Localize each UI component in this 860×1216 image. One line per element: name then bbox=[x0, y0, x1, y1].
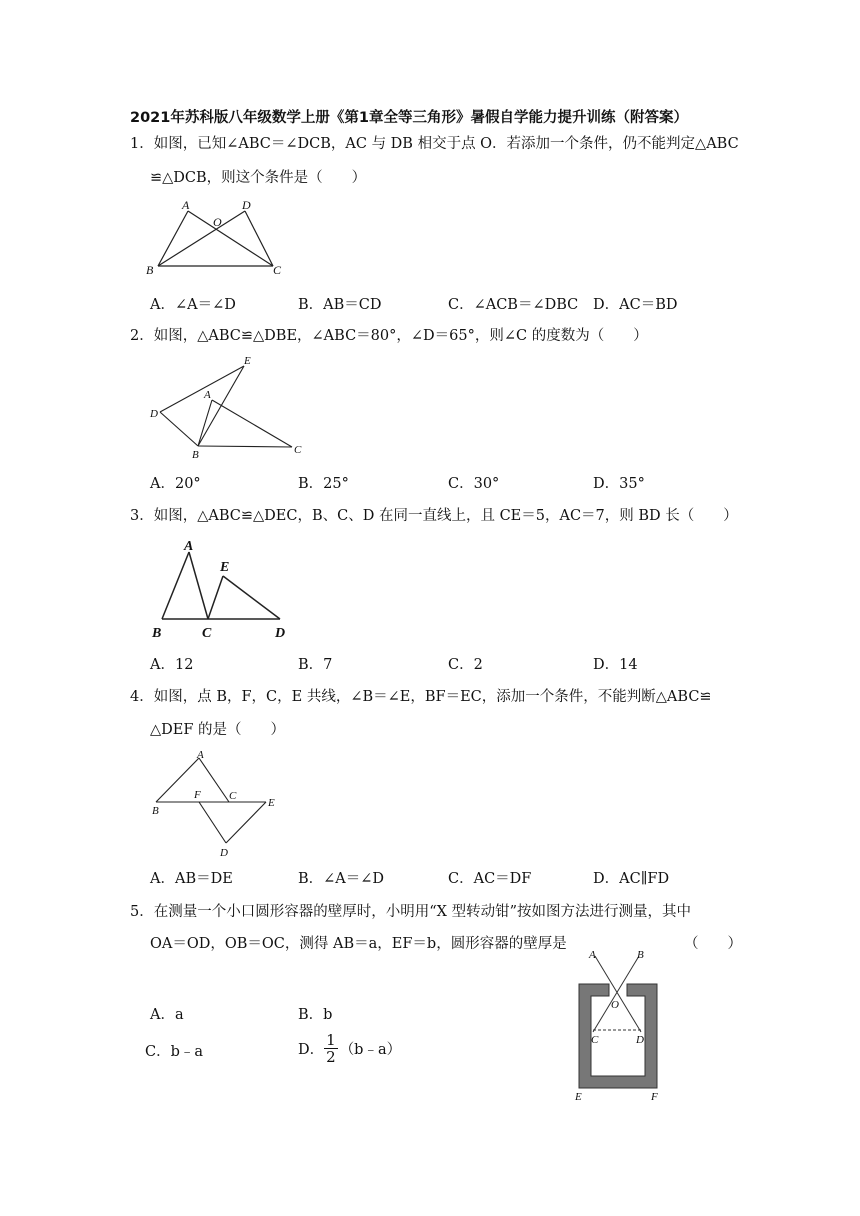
q4-label-e: E bbox=[268, 797, 275, 809]
q5-option-b: B．b bbox=[298, 1007, 333, 1023]
q1-option-c: C．∠ACB＝∠DBC bbox=[448, 297, 579, 313]
q4-label-f: F bbox=[194, 789, 201, 801]
q4-label-d: D bbox=[220, 847, 228, 859]
page-title: 2021年苏科版八年级数学上册《第1章全等三角形》暑假自学能力提升训练（附答案） bbox=[130, 110, 688, 126]
q2-option-d: D．35° bbox=[593, 476, 645, 492]
q5-answer-bracket: （ ） bbox=[684, 936, 742, 952]
q4-label-a: A bbox=[197, 749, 204, 761]
q4-option-d: D．AC∥FD bbox=[593, 871, 670, 887]
q4-option-c: C．AC＝DF bbox=[448, 871, 532, 887]
q1-label-a: A bbox=[182, 198, 190, 212]
q4-text-line1: 4．如图，点 B，F，C，E 共线，∠B＝∠E，BF＝EC，添加一个条件，不能判断△ABC≌ bbox=[130, 689, 712, 705]
q2-option-c: C．30° bbox=[448, 476, 500, 492]
q2-option-b: B．25° bbox=[298, 476, 349, 492]
q3-option-b: B．7 bbox=[298, 657, 333, 673]
q5-option-d bbox=[298, 1032, 401, 1065]
q5-label-b: B bbox=[637, 949, 644, 961]
q5-text-line2: OA＝OD，OB＝OC，测得 AB＝a，EF＝b，圆形容器的壁厚是 bbox=[150, 936, 567, 952]
q5-option-d-denominator: 2 bbox=[326, 1048, 336, 1066]
q4-option-a: A．AB＝DE bbox=[150, 871, 233, 887]
q1-label-c: C bbox=[273, 263, 282, 277]
q5-option-d-fraction bbox=[324, 1032, 338, 1065]
q1-option-a: A．∠A＝∠D bbox=[150, 297, 236, 313]
q5-option-d-numerator: 1 bbox=[326, 1031, 336, 1049]
q5-label-f: F bbox=[651, 1091, 658, 1103]
q2-option-a: A．20° bbox=[150, 476, 201, 492]
q1-label-d: D bbox=[242, 198, 251, 212]
q5-option-c: C．b﹣a bbox=[145, 1044, 204, 1060]
q4-figure bbox=[144, 746, 294, 861]
q2-label-b: B bbox=[192, 449, 199, 461]
q1-text-line1: 1．如图，已知∠ABC＝∠DCB，AC 与 DB 相交于点 O．若添加一个条件，仍不能判定△ABC bbox=[130, 136, 739, 152]
q2-label-c: C bbox=[294, 444, 302, 456]
q5-label-a: A bbox=[589, 949, 596, 961]
q1-label-b: B bbox=[146, 263, 154, 277]
q1-option-b: B．AB＝CD bbox=[298, 297, 382, 313]
q3-label-d: D bbox=[275, 626, 286, 641]
q1-label-o: O bbox=[213, 215, 222, 229]
q2-figure bbox=[144, 352, 309, 462]
q3-text-line1: 3．如图，△ABC≌△DEC，B、C、D 在同一直线上，且 CE＝5，AC＝7，则 BD 长（ ） bbox=[130, 508, 738, 524]
q3-option-a: A．12 bbox=[150, 657, 194, 673]
q3-option-d: D．14 bbox=[593, 657, 638, 673]
q3-figure bbox=[145, 536, 300, 642]
q5-option-d-suffix: （b﹣a） bbox=[339, 1042, 402, 1058]
q1-option-d: D．AC＝BD bbox=[593, 297, 678, 313]
q5-label-e: E bbox=[575, 1091, 582, 1103]
q5-option-d-prefix: D． bbox=[298, 1042, 325, 1058]
q2-label-e: E bbox=[244, 355, 251, 367]
q3-label-c: C bbox=[202, 626, 212, 641]
q5-label-c: C bbox=[591, 1034, 599, 1046]
q5-text-line1: 5．在测量一个小口圆形容器的壁厚时，小明用“X 型转动钳”按如图方法进行测量，其中 bbox=[130, 904, 691, 920]
q3-option-c: C．2 bbox=[448, 657, 483, 673]
q5-label-d: D bbox=[636, 1034, 644, 1046]
q4-text-line2: △DEF 的是（ ） bbox=[150, 722, 286, 738]
q3-label-b: B bbox=[152, 626, 162, 641]
q2-label-d: D bbox=[150, 408, 158, 420]
q1-text-line2: ≌△DCB，则这个条件是（ ） bbox=[150, 170, 367, 186]
q2-label-a: A bbox=[204, 389, 211, 401]
q5-option-a: A．a bbox=[150, 1007, 184, 1023]
q1-figure bbox=[140, 196, 300, 280]
q5-figure bbox=[565, 946, 675, 1104]
q4-label-c: C bbox=[229, 790, 237, 802]
q3-label-a: A bbox=[184, 539, 194, 554]
q4-label-b: B bbox=[152, 805, 159, 817]
q2-text-line1: 2．如图，△ABC≌△DBE，∠ABC＝80°，∠D＝65°，则∠C 的度数为（ ） bbox=[130, 328, 648, 344]
q5-label-o: O bbox=[611, 999, 619, 1011]
q3-label-e: E bbox=[220, 560, 230, 575]
q4-option-b: B．∠A＝∠D bbox=[298, 871, 385, 887]
